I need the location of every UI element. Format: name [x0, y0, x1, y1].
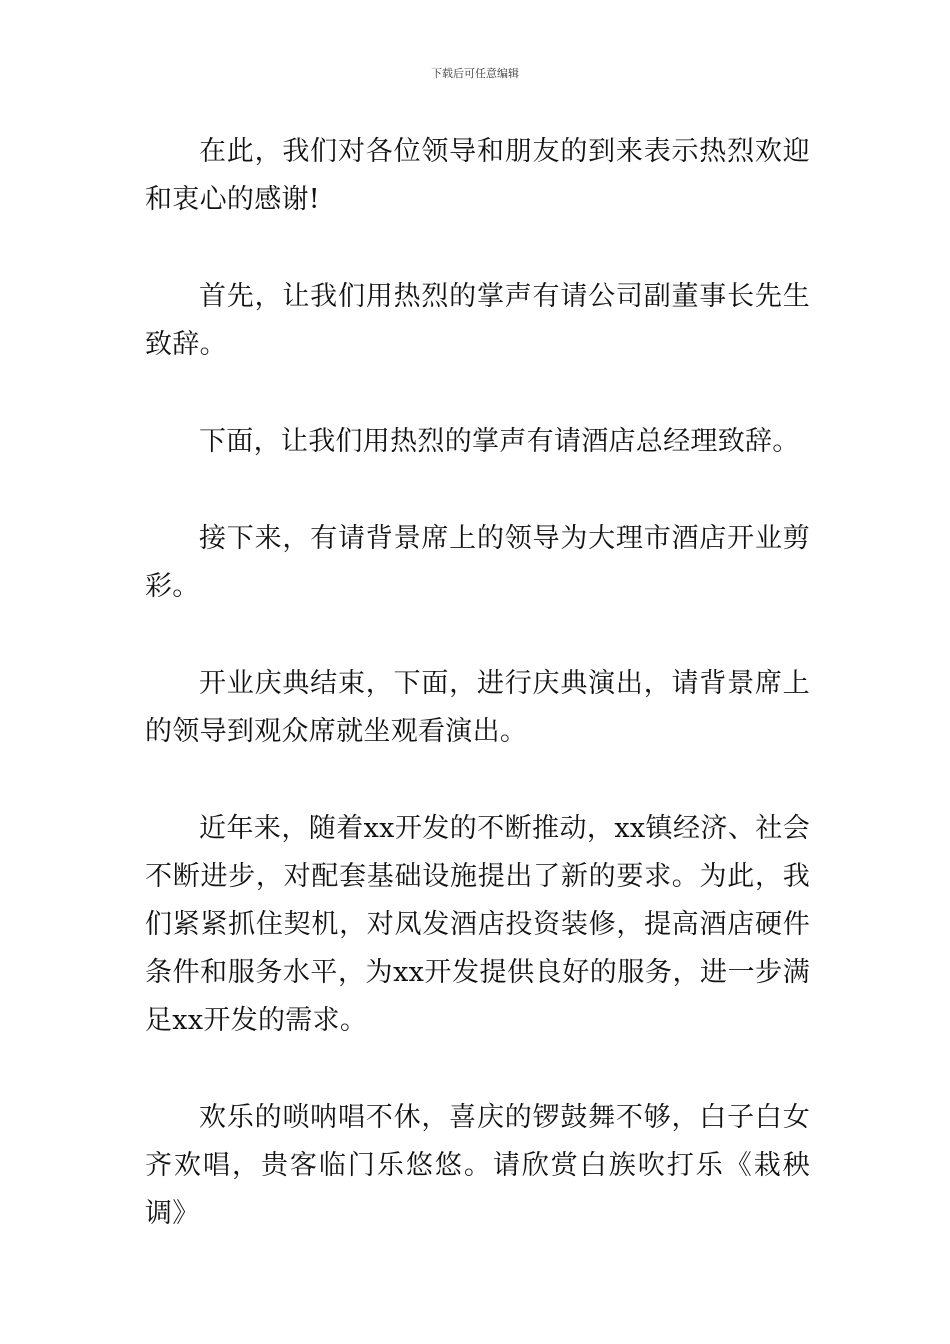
- paragraph-ceremony-end: 开业庆典结束，下面，进行庆典演出，请背景席上的领导到观众席就坐观看演出。: [145, 668, 810, 747]
- document-body: [145, 128, 810, 1287]
- paragraph-vice-chairman-speech: 首先，让我们用热烈的掌声有请公司副董事长先生致辞。: [145, 281, 810, 360]
- paragraph-ribbon-cutting: 接下来，有请背景席上的领导为大理市酒店开业剪彩。: [145, 523, 810, 602]
- paragraph-development-background: 近年来，随着xx开发的不断推动，xx镇经济、社会不断进步，对配套基础设施提出了新的要求。为此，我们紧紧抓住契机，对凤发酒店投资装修，提高酒店硬件条件和服务水平，为xx开发提供良好的服务，进一步满足xx开发的需求。: [145, 813, 810, 1036]
- paragraph-welcome: 在此，我们对各位领导和朋友的到来表示热烈欢迎和衷心的感谢!: [145, 136, 810, 215]
- page-header: 下载后可任意编辑: [431, 67, 519, 80]
- paragraph-performance-intro: 欢乐的唢呐唱不休，喜庆的锣鼓舞不够，白子白女齐欢唱，贵客临门乐悠悠。请欣赏白族吹打乐《栽秧调》: [145, 1102, 810, 1229]
- paragraph-general-manager-speech: 下面，让我们用热烈的掌声有请酒店总经理致辞。: [199, 426, 800, 457]
